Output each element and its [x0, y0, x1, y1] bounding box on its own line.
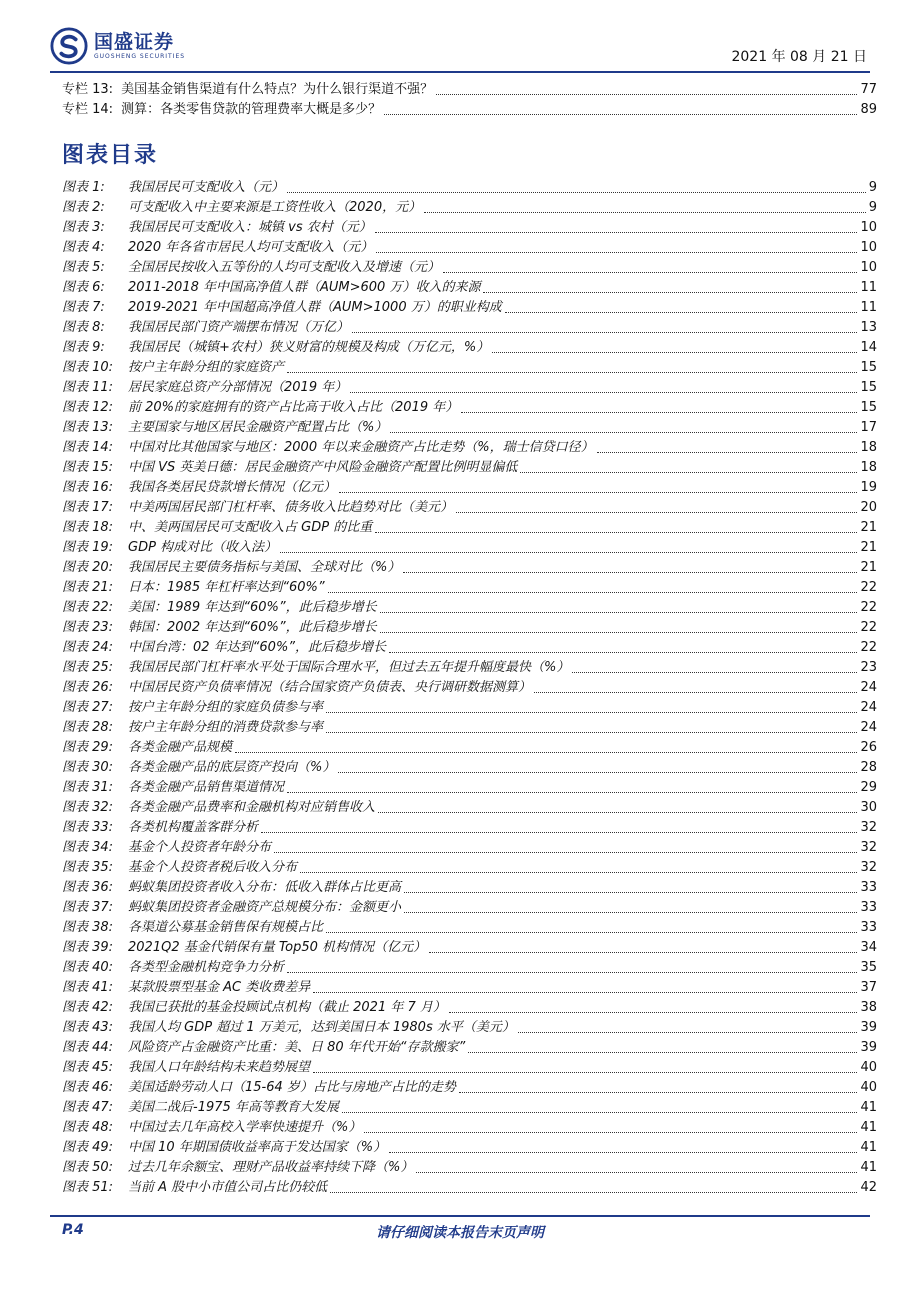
entry-page: 37 — [860, 980, 877, 995]
entry-title: GDP 构成对比（收入法） — [128, 540, 278, 555]
dot-leader — [389, 1151, 857, 1153]
entry-title: 中国居民资产负债率情况（结合国家资产负债表、央行调研数据测算） — [128, 680, 532, 695]
entry-title: 各类金融产品规模 — [128, 740, 233, 755]
entry-page: 77 — [860, 82, 877, 97]
dot-leader — [459, 1091, 858, 1093]
entry-page: 41 — [860, 1100, 877, 1115]
entry-label: 图表 38: — [62, 920, 114, 935]
toc-entry[interactable] — [62, 1078, 877, 1098]
dot-leader — [534, 691, 857, 693]
entry-label: 图表 41: — [62, 980, 114, 995]
dot-leader — [389, 651, 857, 653]
toc-entry[interactable] — [62, 958, 877, 978]
entry-page: 9 — [868, 200, 877, 215]
entry-label: 专栏 14: — [62, 102, 114, 117]
entry-label: 图表 5: — [62, 260, 105, 275]
logo-chinese-name: 国盛证券 — [94, 31, 175, 53]
toc-entry[interactable] — [62, 518, 877, 538]
entry-page: 22 — [860, 600, 877, 615]
entry-page: 13 — [860, 320, 877, 335]
entry-page: 22 — [860, 620, 877, 635]
dot-leader — [339, 491, 857, 493]
dot-leader — [300, 871, 857, 873]
entry-page: 10 — [860, 220, 877, 235]
toc-entry[interactable] — [62, 878, 877, 898]
entry-page: 89 — [860, 102, 877, 117]
toc-entry[interactable] — [62, 378, 877, 398]
entry-label: 图表 43: — [62, 1020, 114, 1035]
entry-label: 图表 50: — [62, 1160, 114, 1175]
toc-entry[interactable] — [62, 978, 877, 998]
dot-leader — [416, 1171, 857, 1173]
entry-label: 图表 28: — [62, 720, 114, 735]
dot-leader — [378, 811, 857, 813]
entry-label: 图表 32: — [62, 800, 114, 815]
entry-title: 我国居民可支配收入：城镇 vs 农村（元） — [128, 220, 372, 235]
toc-entry[interactable] — [62, 778, 877, 798]
entry-label: 图表 8: — [62, 320, 105, 335]
dot-leader — [424, 211, 866, 213]
entry-page: 41 — [860, 1140, 877, 1155]
entry-page: 22 — [860, 580, 877, 595]
entry-page: 40 — [860, 1080, 877, 1095]
entry-page: 32 — [860, 860, 877, 875]
entry-page: 18 — [860, 440, 877, 455]
entry-label: 图表 7: — [62, 300, 105, 315]
entry-label: 图表 31: — [62, 780, 114, 795]
dot-leader — [261, 831, 857, 833]
toc-entry[interactable] — [62, 838, 877, 858]
dot-leader — [364, 1131, 857, 1133]
toc-entry[interactable] — [62, 1038, 877, 1058]
entry-title: 基金个人投资者年龄分布 — [128, 840, 272, 855]
entry-title: 美国二战后-1975 年高等教育大发展 — [128, 1100, 339, 1115]
dot-leader — [342, 1111, 858, 1113]
toc-entry[interactable] — [62, 558, 877, 578]
entry-label: 图表 27: — [62, 700, 114, 715]
toc-entry[interactable] — [62, 638, 877, 658]
entry-label: 图表 48: — [62, 1120, 114, 1135]
figure-list — [62, 178, 877, 1198]
entry-title: 各渠道公募基金销售保有规模占比 — [128, 920, 324, 935]
toc-entry[interactable] — [62, 358, 877, 378]
entry-title: 风险资产占金融资产比重：美、日 80 年代开始“存款搬家” — [128, 1040, 466, 1055]
entry-page: 39 — [860, 1040, 877, 1055]
entry-page: 24 — [860, 720, 877, 735]
dot-leader — [384, 113, 857, 115]
entry-label: 图表 36: — [62, 880, 114, 895]
dot-leader — [404, 911, 857, 913]
entry-page: 20 — [860, 500, 877, 515]
entry-title: 中国过去几年高校入学率快速提升（%） — [128, 1120, 362, 1135]
entry-label: 图表 23: — [62, 620, 114, 635]
toc-entry[interactable] — [62, 458, 877, 478]
entry-label: 图表 11: — [62, 380, 114, 395]
toc-entry[interactable] — [62, 918, 877, 938]
entry-page: 30 — [860, 800, 877, 815]
entry-label: 图表 21: — [62, 580, 114, 595]
toc-entry[interactable] — [62, 1098, 877, 1118]
toc-entry[interactable] — [62, 658, 877, 678]
entry-title: 各类机构覆盖客群分析 — [128, 820, 259, 835]
entry-page: 21 — [860, 520, 877, 535]
entry-label: 图表 19: — [62, 540, 114, 555]
entry-page: 11 — [860, 280, 877, 295]
entry-title: 中国对比其他国家与地区：2000 年以来金融资产占比走势（%，瑞士信贷口径） — [128, 440, 594, 455]
entry-title: 按户主年龄分组的消费贷款参与率 — [128, 720, 324, 735]
dot-leader — [352, 331, 857, 333]
dot-leader — [376, 251, 857, 253]
entry-page: 33 — [860, 900, 877, 915]
entry-title: 我国人均 GDP 超过 1 万美元，达到美国日本 1980s 水平（美元） — [128, 1020, 515, 1035]
entry-label: 图表 17: — [62, 500, 114, 515]
toc-entry[interactable] — [62, 818, 877, 838]
entry-page: 9 — [868, 180, 877, 195]
dot-leader — [436, 93, 857, 95]
entry-page: 15 — [860, 380, 877, 395]
toc-entry[interactable] — [62, 498, 877, 518]
dot-leader — [287, 971, 857, 973]
dot-leader — [326, 711, 857, 713]
entry-label: 图表 18: — [62, 520, 114, 535]
entry-title: 美国适龄劳动人口（15-64 岁）占比与房地产占比的走势 — [128, 1080, 456, 1095]
entry-title: 韩国：2002 年达到“60%”，此后稳步增长 — [128, 620, 377, 635]
toc-entry[interactable] — [62, 338, 877, 358]
entry-title: 中国 10 年期国债收益率高于发达国家（%） — [128, 1140, 387, 1155]
entry-title: 可支配收入中主要来源是工资性收入（2020，元） — [128, 200, 422, 215]
entry-page: 18 — [860, 460, 877, 475]
entry-label: 图表 4: — [62, 240, 105, 255]
disclaimer-note: 请仔细阅读本报告末页声明 — [376, 1225, 544, 1241]
entry-title: 按户主年龄分组的家庭负债参与率 — [128, 700, 324, 715]
entry-title: 中国台湾：02 年达到“60%”，此后稳步增长 — [128, 640, 387, 655]
entry-page: 32 — [860, 820, 877, 835]
entry-page: 33 — [860, 880, 877, 895]
dot-leader — [380, 631, 858, 633]
entry-title: 美国基金销售渠道有什么特点？为什么银行渠道不强？ — [121, 82, 434, 97]
dot-leader — [375, 231, 858, 233]
entry-page: 32 — [860, 840, 877, 855]
entry-title: 居民家庭总资产分部情况（2019 年） — [128, 380, 348, 395]
entry-title: 基金个人投资者税后收入分布 — [128, 860, 298, 875]
toc-entry[interactable] — [62, 100, 877, 120]
entry-page: 39 — [860, 1020, 877, 1035]
toc-entry[interactable] — [62, 178, 877, 198]
entry-title: 我国居民部门杠杆率水平处于国际合理水平，但过去五年提升幅度最快（%） — [128, 660, 570, 675]
entry-title: 中国 VS 英美日德：居民金融资产中风险金融资产配置比例明显偏低 — [128, 460, 518, 475]
toc-entry[interactable] — [62, 218, 877, 238]
entry-label: 图表 33: — [62, 820, 114, 835]
entry-label: 图表 13: — [62, 420, 114, 435]
page-header — [0, 0, 920, 76]
logo-english-name: GUOSHENG SECURITIES — [94, 53, 186, 60]
entry-label: 图表 3: — [62, 220, 105, 235]
entry-label: 图表 37: — [62, 900, 114, 915]
entry-page: 17 — [860, 420, 877, 435]
header-divider — [50, 71, 870, 73]
entry-label: 图表 22: — [62, 600, 114, 615]
entry-page: 33 — [860, 920, 877, 935]
dot-leader — [326, 931, 857, 933]
entry-title: 2021Q2 基金代销保有量 Top50 机构情况（亿元） — [128, 940, 427, 955]
dot-leader — [597, 451, 858, 453]
entry-label: 图表 14: — [62, 440, 114, 455]
toc-entry[interactable] — [62, 998, 877, 1018]
entry-label: 专栏 13: — [62, 82, 114, 97]
entry-title: 日本：1985 年杠杆率达到“60%” — [128, 580, 325, 595]
dot-leader — [443, 271, 857, 273]
report-date: 2021 年 08 月 21 日 — [731, 49, 867, 65]
entry-title: 各类金融产品的底层资产投向（%） — [128, 760, 336, 775]
entry-title: 美国：1989 年达到“60%”，此后稳步增长 — [128, 600, 377, 615]
entry-label: 图表 6: — [62, 280, 105, 295]
entry-page: 34 — [860, 940, 877, 955]
entry-title: 主要国家与地区居民金融资产配置占比（%） — [128, 420, 388, 435]
entry-page: 41 — [860, 1120, 877, 1135]
dot-leader — [287, 191, 866, 193]
entry-page: 21 — [860, 560, 877, 575]
entry-title: 我国居民可支配收入（元） — [128, 180, 285, 195]
toc-entry[interactable] — [62, 80, 877, 100]
toc-entry[interactable] — [62, 858, 877, 878]
entry-label: 图表 10: — [62, 360, 114, 375]
entry-page: 28 — [860, 760, 877, 775]
dot-leader — [449, 1011, 858, 1013]
dot-leader — [274, 851, 857, 853]
entry-label: 图表 46: — [62, 1080, 114, 1095]
entry-label: 图表 45: — [62, 1060, 114, 1075]
dot-leader — [492, 351, 857, 353]
dot-leader — [429, 951, 857, 953]
entry-title: 蚂蚁集团投资者收入分布：低收入群体占比更高 — [128, 880, 402, 895]
entry-title: 2019-2021 年中国超高净值人群（AUM>1000 万）的职业构成 — [128, 300, 502, 315]
entry-page: 11 — [860, 300, 877, 315]
toc-entry[interactable] — [62, 478, 877, 498]
dot-leader — [287, 791, 857, 793]
toc-entry[interactable] — [62, 1018, 877, 1038]
dot-leader — [280, 551, 857, 553]
entry-page: 23 — [860, 660, 877, 675]
entry-page: 15 — [860, 400, 877, 415]
toc-entry[interactable] — [62, 1058, 877, 1078]
entry-title: 我国人口年龄结构未来趋势展望 — [128, 1060, 311, 1075]
entry-title: 我国各类居民贷款增长情况（亿元） — [128, 480, 337, 495]
dot-leader — [235, 751, 857, 753]
entry-label: 图表 51: — [62, 1180, 114, 1195]
toc-entry[interactable] — [62, 698, 877, 718]
entry-page: 10 — [860, 260, 877, 275]
entry-title: 我国居民部门资产端摆布情况（万亿） — [128, 320, 350, 335]
entry-title: 各类金融产品费率和金融机构对应销售收入 — [128, 800, 376, 815]
dot-leader — [338, 771, 857, 773]
dot-leader — [483, 291, 857, 293]
entry-label: 图表 42: — [62, 1000, 114, 1015]
entry-title: 过去几年余额宝、理财产品收益率持续下降（%） — [128, 1160, 414, 1175]
toc-entry[interactable] — [62, 798, 877, 818]
dot-leader — [330, 1191, 857, 1193]
toc-entry[interactable] — [62, 298, 877, 318]
entry-page: 24 — [860, 680, 877, 695]
toc-entry[interactable] — [62, 538, 877, 558]
entry-page: 21 — [860, 540, 877, 555]
entry-title: 当前 A 股中小市值公司占比仍较低 — [128, 1180, 328, 1195]
company-logo-icon — [50, 27, 88, 65]
toc-entry[interactable] — [62, 898, 877, 918]
entry-title: 前 20%的家庭拥有的资产占比高于收入占比（2019 年） — [128, 400, 459, 415]
entry-title: 某款股票型基金 AC 类收费差异 — [128, 980, 311, 995]
toc-entry[interactable] — [62, 258, 877, 278]
dot-leader — [461, 411, 857, 413]
entry-title: 测算：各类零售贷款的管理费率大概是多少？ — [121, 102, 382, 117]
toc-entry[interactable] — [62, 1178, 877, 1198]
page-number: P.4 — [62, 1222, 84, 1238]
entry-label: 图表 26: — [62, 680, 114, 695]
toc-entry[interactable] — [62, 318, 877, 338]
entry-title: 我国居民（城镇+农村）狭义财富的规模及构成（万亿元，%） — [128, 340, 490, 355]
toc-entry[interactable] — [62, 198, 877, 218]
entry-title: 我国已获批的基金投顾试点机构（截止 2021 年 7 月） — [128, 1000, 446, 1015]
toc-entry[interactable] — [62, 718, 877, 738]
entry-title: 蚂蚁集团投资者金融资产总规模分布：金额更小 — [128, 900, 402, 915]
entry-title: 我国居民主要债务指标与美国、全球对比（%） — [128, 560, 401, 575]
dot-leader — [520, 471, 857, 473]
entry-label: 图表 49: — [62, 1140, 114, 1155]
company-logo — [50, 26, 185, 66]
dot-leader — [456, 511, 857, 513]
entry-page: 41 — [860, 1160, 877, 1175]
toc-entry[interactable] — [62, 618, 877, 638]
entry-page: 42 — [860, 1180, 877, 1195]
dot-leader — [403, 571, 857, 573]
entry-page: 38 — [860, 1000, 877, 1015]
footer-divider — [50, 1215, 870, 1217]
entry-label: 图表 25: — [62, 660, 114, 675]
entry-page: 22 — [860, 640, 877, 655]
entry-label: 图表 35: — [62, 860, 114, 875]
dot-leader — [326, 731, 857, 733]
toc-entry[interactable] — [62, 398, 877, 418]
entry-page: 29 — [860, 780, 877, 795]
toc-entry[interactable] — [62, 438, 877, 458]
toc-entry[interactable] — [62, 1138, 877, 1158]
entry-page: 40 — [860, 1060, 877, 1075]
entry-label: 图表 2: — [62, 200, 105, 215]
dot-leader — [328, 591, 858, 593]
dot-leader — [404, 891, 857, 893]
toc-entry[interactable] — [62, 758, 877, 778]
toc-entry[interactable] — [62, 938, 877, 958]
entry-label: 图表 24: — [62, 640, 114, 655]
entry-title: 中、美两国居民可支配收入占 GDP 的比重 — [128, 520, 373, 535]
toc-entry[interactable] — [62, 278, 877, 298]
entry-title: 各类型金融机构竞争力分析 — [128, 960, 285, 975]
toc-entry[interactable] — [62, 678, 877, 698]
entry-label: 图表 16: — [62, 480, 114, 495]
entry-title: 2020 年各省市居民人均可支配收入（元） — [128, 240, 374, 255]
dot-leader — [468, 1051, 857, 1053]
entry-title: 2011-2018 年中国高净值人群（AUM>600 万）收入的来源 — [128, 280, 481, 295]
toc-entry[interactable] — [62, 738, 877, 758]
entry-label: 图表 9: — [62, 340, 105, 355]
entry-label: 图表 15: — [62, 460, 114, 475]
entry-label: 图表 29: — [62, 740, 114, 755]
dot-leader — [390, 431, 857, 433]
dot-leader — [313, 991, 857, 993]
dot-leader — [518, 1031, 858, 1033]
section-title: 图表目录 — [62, 143, 159, 168]
entry-page: 10 — [860, 240, 877, 255]
entry-label: 图表 1: — [62, 180, 105, 195]
entry-label: 图表 12: — [62, 400, 114, 415]
entry-label: 图表 40: — [62, 960, 114, 975]
toc-entry[interactable] — [62, 238, 877, 258]
entry-label: 图表 44: — [62, 1040, 114, 1055]
entry-page: 14 — [860, 340, 877, 355]
entry-page: 26 — [860, 740, 877, 755]
toc-entry[interactable] — [62, 598, 877, 618]
entry-page: 35 — [860, 960, 877, 975]
entry-title: 按户主年龄分组的家庭资产 — [128, 360, 285, 375]
dot-leader — [572, 671, 857, 673]
column-list — [62, 80, 877, 120]
dot-leader — [375, 531, 857, 533]
entry-label: 图表 30: — [62, 760, 114, 775]
entry-page: 24 — [860, 700, 877, 715]
toc-entry[interactable] — [62, 1118, 877, 1138]
toc-entry[interactable] — [62, 578, 877, 598]
dot-leader — [350, 391, 857, 393]
toc-entry[interactable] — [62, 1158, 877, 1178]
dot-leader — [313, 1071, 857, 1073]
entry-title: 各类金融产品销售渠道情况 — [128, 780, 285, 795]
entry-label: 图表 39: — [62, 940, 114, 955]
entry-title: 中美两国居民部门杠杆率、债务收入比趋势对比（美元） — [128, 500, 454, 515]
entry-title: 全国居民按收入五等份的人均可支配收入及增速（元） — [128, 260, 441, 275]
entry-label: 图表 47: — [62, 1100, 114, 1115]
dot-leader — [287, 371, 857, 373]
entry-page: 15 — [860, 360, 877, 375]
entry-page: 19 — [860, 480, 877, 495]
dot-leader — [505, 311, 858, 313]
entry-label: 图表 20: — [62, 560, 114, 575]
dot-leader — [380, 611, 858, 613]
toc-entry[interactable] — [62, 418, 877, 438]
entry-label: 图表 34: — [62, 840, 114, 855]
